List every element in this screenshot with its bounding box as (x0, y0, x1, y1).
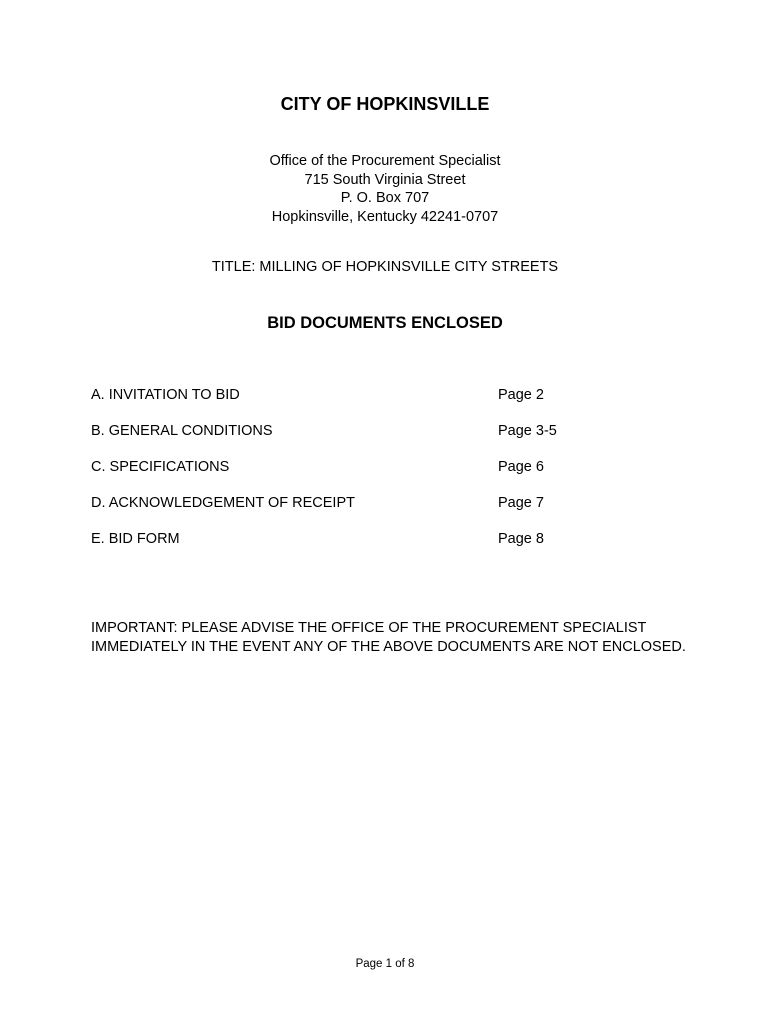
toc-page: Page 2 (498, 387, 544, 403)
toc-row (91, 495, 691, 531)
toc-row (91, 387, 691, 423)
address-block (0, 152, 770, 226)
document-title: TITLE: MILLING OF HOPKINSVILLE CITY STREETS (211, 259, 559, 275)
toc-page: Page 6 (498, 459, 544, 475)
address-office: Office of the Procurement Specialist (269, 153, 501, 169)
toc-label: B. GENERAL CONDITIONS (91, 423, 273, 439)
toc-label: E. BID FORM (91, 531, 180, 547)
toc-row (91, 423, 691, 459)
address-city-state-zip: Hopkinsville, Kentucky 42241-0707 (271, 208, 499, 225)
city-title: CITY OF HOPKINSVILLE (280, 94, 490, 114)
toc-page: Page 7 (498, 495, 544, 511)
toc-page: Page 3-5 (498, 423, 557, 439)
address-po-box: P. O. Box 707 (340, 190, 430, 206)
toc-label: D. ACKNOWLEDGEMENT OF RECEIPT (91, 495, 355, 511)
toc-row (91, 459, 691, 495)
toc-label: C. SPECIFICATIONS (91, 459, 230, 475)
toc-row (91, 531, 691, 567)
important-notice: IMPORTANT: PLEASE ADVISE THE OFFICE OF THE PROCUREMENT SPECIALIST IMMEDIATELY IN THE EVENT ANY OF THE ABOVE DOCUMENTS ARE NOT ENCLOSED. (91, 620, 686, 655)
table-of-contents (91, 387, 691, 567)
page-indicator: Page 1 of 8 (355, 958, 415, 970)
section-heading: BID DOCUMENTS ENCLOSED (267, 314, 503, 332)
toc-page: Page 8 (498, 531, 544, 547)
toc-label: A. INVITATION TO BID (91, 387, 240, 403)
address-street: 715 South Virginia Street (304, 171, 466, 188)
